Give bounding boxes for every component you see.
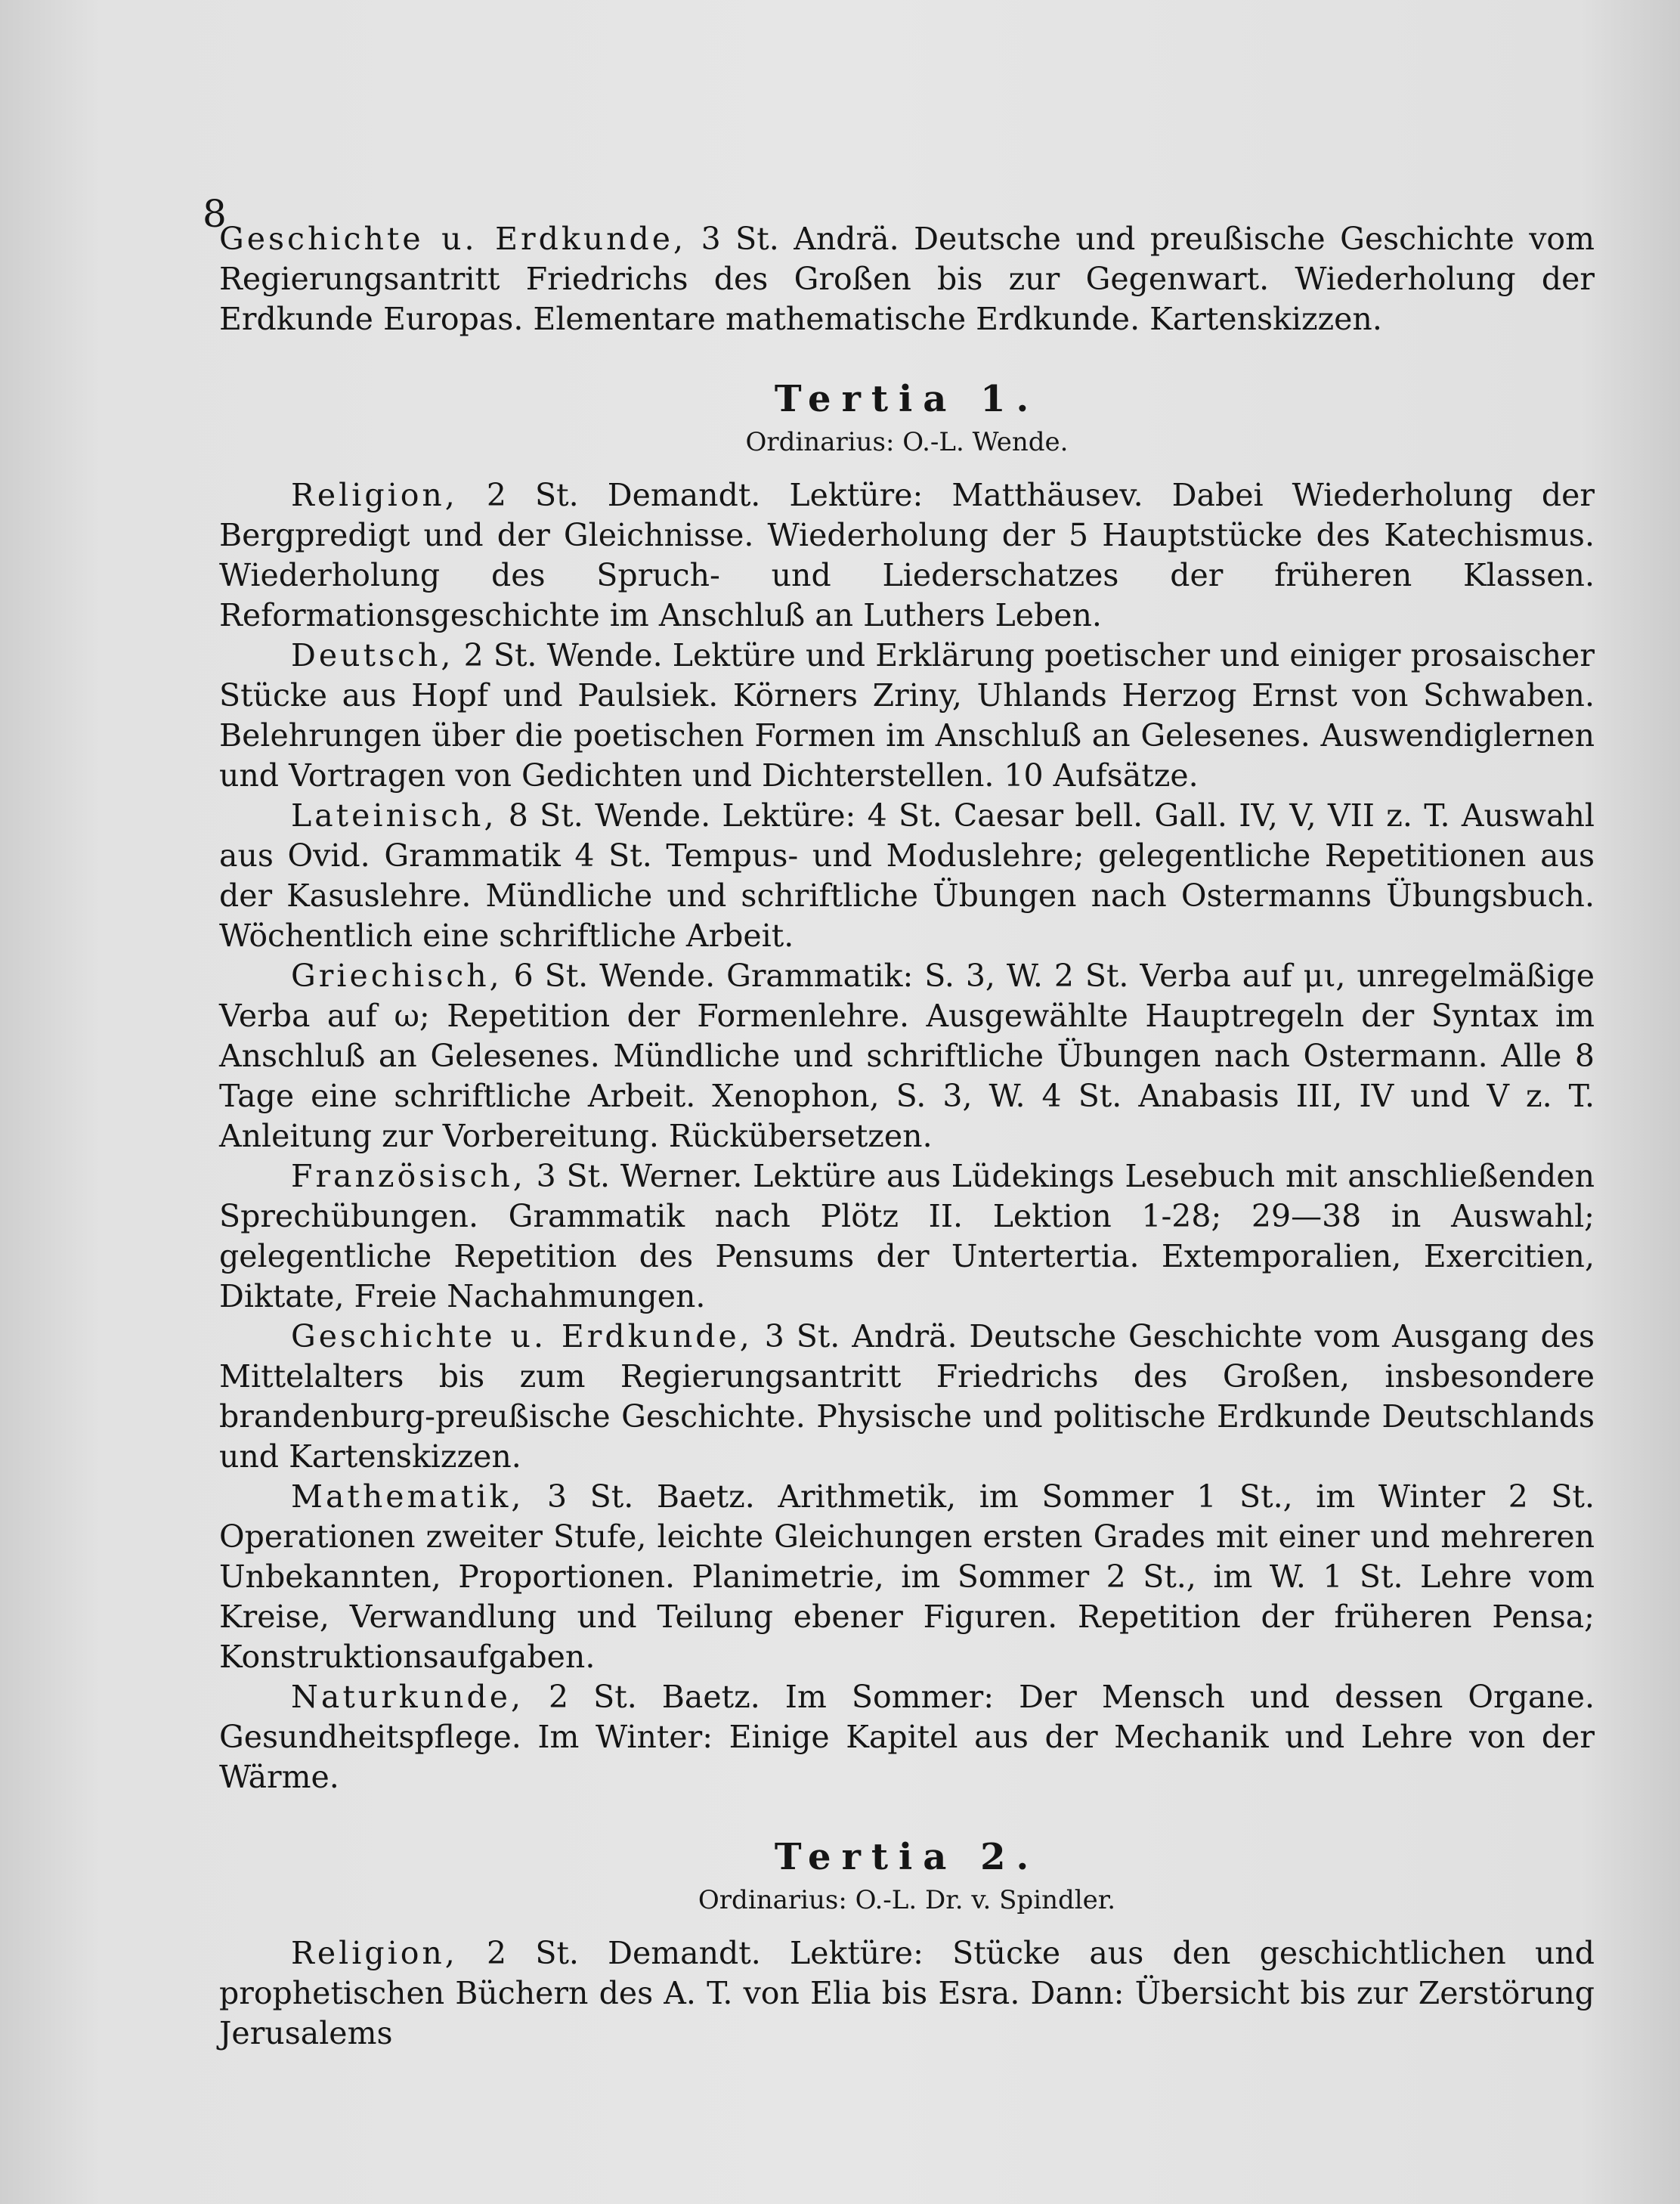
paragraph-text: 3 St. Werner. Lektüre aus Lüdekings Lesebuch mit anschließenden Sprechübungen. Grammatik nach Plötz II. Lektion 1-28; 29—38 in Auswahl; gelegentliche Repetition des Pensums der Untertertia. Extemporalien, Exercitien, Diktate, Freie Nachahmungen.: [219, 1158, 1595, 1314]
subject-label: Geschichte u. Erdkunde,: [291, 1318, 753, 1354]
subject-label: Mathematik,: [291, 1478, 524, 1515]
paragraph-text: 6 St. Wende. Grammatik: S. 3, W. 2 St. Verba auf μι, unregelmäßige Verba auf ω; Repetition der Formenlehre. Ausgewählte Hauptregeln der Syntax im Anschluß an Gelesenes. Mündliche und schriftliche Übungen nach Ostermann. Alle 8 Tage eine schriftliche Arbeit. Xenophon, S. 3, W. 4 St. Anabasis III, IV und V z. T. Anleitung zur Vorbereitung. Rückübersetzen.: [219, 958, 1595, 1154]
paragraph-text: 2 St. Demandt. Lektüre: Matthäusev. Dabei Wiederholung der Bergpredigt und der Gleichnisse. Wiederholung der 5 Hauptstücke des Katechismus. Wiederholung des Spruch- und Liederschatzes der früheren Klassen. Reformationsgeschichte im Anschluß an Luthers Leben.: [219, 477, 1595, 633]
paragraph-geschichte: [219, 1317, 1595, 1477]
subject-label: Griechisch,: [291, 958, 503, 994]
paragraph-text: 3 St. Baetz. Arithmetik, im Sommer 1 St., im Winter 2 St. Operationen zweiter Stufe, leichte Gleichungen ersten Grades mit einer und mehreren Unbekannten, Proportionen. Planimetrie, im Sommer 2 St., im W. 1 St. Lehre vom Kreise, Verwandlung und Teilung ebener Figuren. Repetition der früheren Pensa; Konstruktionsaufgaben.: [219, 1478, 1595, 1675]
section-title-tertia-1: Tertia 1.: [774, 378, 1040, 420]
ordinarius-tertia-2: Ordinarius: O.-L. Dr. v. Spindler.: [698, 1885, 1116, 1915]
page-number: 8: [203, 192, 227, 236]
subject-label: Geschichte u. Erdkunde,: [219, 221, 687, 257]
paragraph-lateinisch: [219, 796, 1595, 956]
subject-label: Religion,: [291, 1935, 458, 1971]
paragraph-deutsch: [219, 636, 1595, 796]
page-content: [219, 219, 1595, 2054]
subject-label: Deutsch,: [291, 637, 454, 673]
continuation-paragraph: [219, 219, 1595, 339]
paragraph-naturkunde: [219, 1677, 1595, 1797]
subject-label: Französisch,: [291, 1158, 526, 1194]
paragraph-text: 2 St. Baetz. Im Sommer: Der Mensch und dessen Organe. Gesundheitspflege. Im Winter: Einige Kapitel aus der Mechanik und Lehre von der Wärme.: [219, 1679, 1595, 1795]
paragraph-text: 2 St. Demandt. Lektüre: Stücke aus den geschichtlichen und prophetischen Büchern des A. T. von Elia bis Esra. Dann: Übersicht bis zur Zerstörung Jerusalems: [219, 1935, 1595, 2051]
paragraph-franzoesisch: [219, 1156, 1595, 1317]
paragraph-religion-tertia-2: [219, 1933, 1595, 2054]
subject-label: Lateinisch,: [291, 797, 497, 834]
paragraph-text: 3 St. Andrä. Deutsche Geschichte vom Ausgang des Mittelalters bis zum Regierungsantritt Friedrichs des Großen, insbesondere brandenburg-preußische Geschichte. Physische und politische Erdkunde Deutschlands und Kartenskizzen.: [219, 1318, 1595, 1475]
subject-label: Religion,: [291, 477, 458, 513]
ordinarius-tertia-1: Ordinarius: O.-L. Wende.: [745, 427, 1069, 457]
paragraph-griechisch: [219, 956, 1595, 1156]
paragraph-mathematik: [219, 1477, 1595, 1677]
paragraph-text: 3 St. Andrä. Deutsche und preußische Geschichte vom Regierungsantritt Friedrichs des Großen bis zur Gegenwart. Wiederholung der Erdkunde Europas. Elementare mathematische Erdkunde. Kartenskizzen.: [219, 221, 1595, 337]
subject-label: Naturkunde,: [291, 1679, 524, 1715]
paragraph-text: 8 St. Wende. Lektüre: 4 St. Caesar bell. Gall. IV, V, VII z. T. Auswahl aus Ovid. Grammatik 4 St. Tempus- und Moduslehre; gelegentliche Repetitionen aus der Kasuslehre. Mündliche und schriftliche Übungen nach Ostermanns Übungsbuch. Wöchentlich eine schriftliche Arbeit.: [219, 797, 1595, 954]
section-title-tertia-2: Tertia 2.: [774, 1836, 1040, 1878]
paragraph-text: 2 St. Wende. Lektüre und Erklärung poetischer und einiger prosaischer Stücke aus Hopf und Paulsiek. Körners Zriny, Uhlands Herzog Ernst von Schwaben. Belehrungen über die poetischen Formen im Anschluß an Gelesenes. Auswendiglernen und Vortragen von Gedichten und Dichterstellen. 10 Aufsätze.: [219, 637, 1595, 794]
paragraph-religion: [219, 475, 1595, 636]
